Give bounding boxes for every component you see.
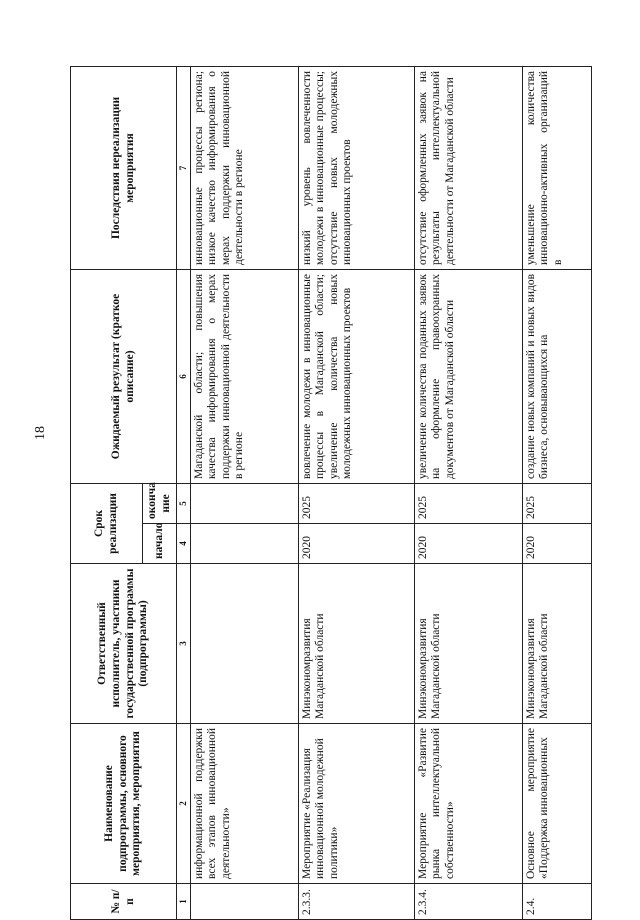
table-row xyxy=(414,66,522,919)
row-end: 2025 xyxy=(298,483,414,523)
header-row xyxy=(71,66,143,919)
column-number: 7 xyxy=(177,66,191,269)
table-row xyxy=(298,66,414,919)
table-row xyxy=(522,66,591,919)
column-number-row xyxy=(177,66,191,919)
column-number: 2 xyxy=(177,724,191,884)
row-start: 2020 xyxy=(298,524,414,564)
row-end xyxy=(190,483,298,523)
row-executor: Минэкономразвития Магаданской области xyxy=(522,564,591,724)
row-executor: Минэкономразвития Магаданской области xyxy=(414,564,522,724)
row-result: Магаданской области; повышения качества информирования о мерах поддержки инновационной деятельности в регионе xyxy=(190,269,298,483)
column-number: 1 xyxy=(177,884,191,920)
row-name: информационной поддержки всех этапов инновационной деятельности» xyxy=(190,724,298,884)
header-result: Ожидаемый результат (краткое описание) xyxy=(71,269,177,483)
row-name: Мероприятие «Реализация инновационной молодежной политики» xyxy=(298,724,414,884)
row-result: увеличение количества поданных заявок на оформление правоохранных документов от Магаданской области xyxy=(414,269,522,483)
column-number: 5 xyxy=(177,483,191,523)
page-number: 18 xyxy=(33,426,48,440)
measures-table xyxy=(70,66,592,920)
header-term: Срок реализации xyxy=(71,483,143,563)
header-executor: Ответственный исполнитель, участники государственной программы (подпрограммы) xyxy=(71,564,177,724)
row-end: 2025 xyxy=(414,483,522,523)
row-start: 2020 xyxy=(522,524,591,564)
row-num: 2.3.3. xyxy=(298,884,414,920)
row-num xyxy=(190,884,298,920)
row-consequences: уменьшение количества инновационно-активных организаций в xyxy=(522,66,591,269)
row-name: Основное мероприятие «Поддержка инновационных xyxy=(522,724,591,884)
row-result: вовлечение молодежи в инновационные процессы в Магаданской области; увеличение количества новых молодежных инновационных проектов xyxy=(298,269,414,483)
row-executor xyxy=(190,564,298,724)
header-num: № п/п xyxy=(71,884,177,920)
header-consequences: Последствия нереализации мероприятия xyxy=(71,66,177,269)
row-name: Мероприятие «Развитие рынка интеллектуальной собственности» xyxy=(414,724,522,884)
rotated-table-container xyxy=(70,67,592,920)
row-executor: Минэкономразвития Магаданской области xyxy=(298,564,414,724)
header-end: оконча ние xyxy=(143,483,177,523)
row-start: 2020 xyxy=(414,524,522,564)
row-end: 2025 xyxy=(522,483,591,523)
header-start: начало xyxy=(143,524,177,564)
row-consequences: отсутствие оформленных заявок на результаты интеллектуальной деятельности от Магаданской области xyxy=(414,66,522,269)
column-number: 6 xyxy=(177,269,191,483)
row-start xyxy=(190,524,298,564)
row-consequences: низкий уровень вовлеченности молодежи в инновационные процессы; отсутствие новых молодежных инновационных проектов xyxy=(298,66,414,269)
table-row xyxy=(190,66,298,919)
row-consequences: инновационные процессы региона; низкое качество информирования о мерах поддержки инновационной деятельности в регионе xyxy=(190,66,298,269)
row-num: 2.3.4. xyxy=(414,884,522,920)
header-name: Наименование подпрограммы, основного мероприятия, мероприятия xyxy=(71,724,177,884)
row-result: создание новых компаний и новых видов бизнеса, основывающихся на xyxy=(522,269,591,483)
column-number: 4 xyxy=(177,524,191,564)
row-num: 2.4. xyxy=(522,884,591,920)
column-number: 3 xyxy=(177,564,191,724)
